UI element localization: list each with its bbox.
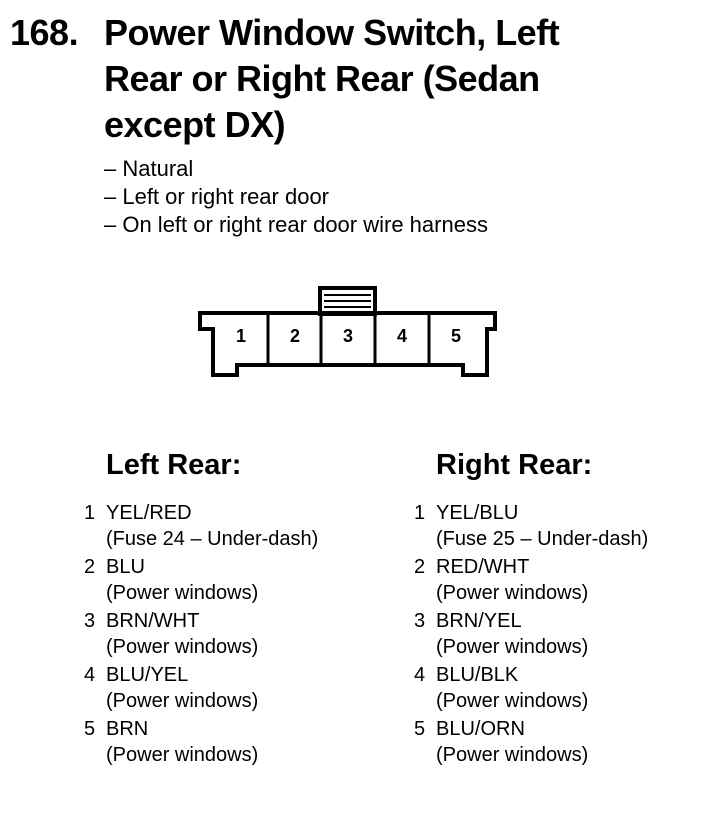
pin-5-label: 5 xyxy=(450,326,462,346)
right-pin-1: 1 YEL/BLU (Fuse 25 – Under-dash) xyxy=(414,502,649,550)
right-rear-heading: Right Rear: xyxy=(436,449,593,481)
left-rear-section xyxy=(84,448,318,770)
title-line: except DX) xyxy=(104,104,286,145)
right-pin-3: 3 BRN/YEL (Power windows) xyxy=(414,610,589,658)
pin-3-label: 3 xyxy=(342,326,354,346)
item-number: 168. xyxy=(10,12,79,53)
title-line: Rear or Right Rear (Sedan xyxy=(104,58,540,99)
right-pin-2: 2 RED/WHT (Power windows) xyxy=(414,556,589,604)
left-pin-5: 5 BRN (Power windows) xyxy=(84,718,259,766)
pin-2-label: 2 xyxy=(289,326,301,346)
right-pin-5: 5 BLU/ORN (Power windows) xyxy=(414,718,589,766)
right-rear-section xyxy=(414,448,648,770)
left-pin-4: 4 BLU/YEL (Power windows) xyxy=(84,664,259,712)
detail-location: – Left or right rear door xyxy=(104,184,330,209)
left-pin-3: 3 BRN/WHT (Power windows) xyxy=(84,610,259,658)
detail-color: – Natural xyxy=(104,156,194,181)
pin-4-label: 4 xyxy=(396,326,408,346)
details-list xyxy=(104,155,488,239)
left-rear-heading: Left Rear: xyxy=(106,449,242,481)
left-pin-1: 1 YEL/RED (Fuse 24 – Under-dash) xyxy=(84,502,319,550)
detail-harness: – On left or right rear door wire harness xyxy=(104,212,488,237)
pin-1-label: 1 xyxy=(235,326,247,346)
right-pin-4: 4 BLU/BLK (Power windows) xyxy=(414,664,589,712)
left-pin-2: 2 BLU (Power windows) xyxy=(84,556,259,604)
connector-diagram xyxy=(195,283,505,383)
title-line: Power Window Switch, Left xyxy=(104,12,560,53)
page-title xyxy=(104,10,694,148)
